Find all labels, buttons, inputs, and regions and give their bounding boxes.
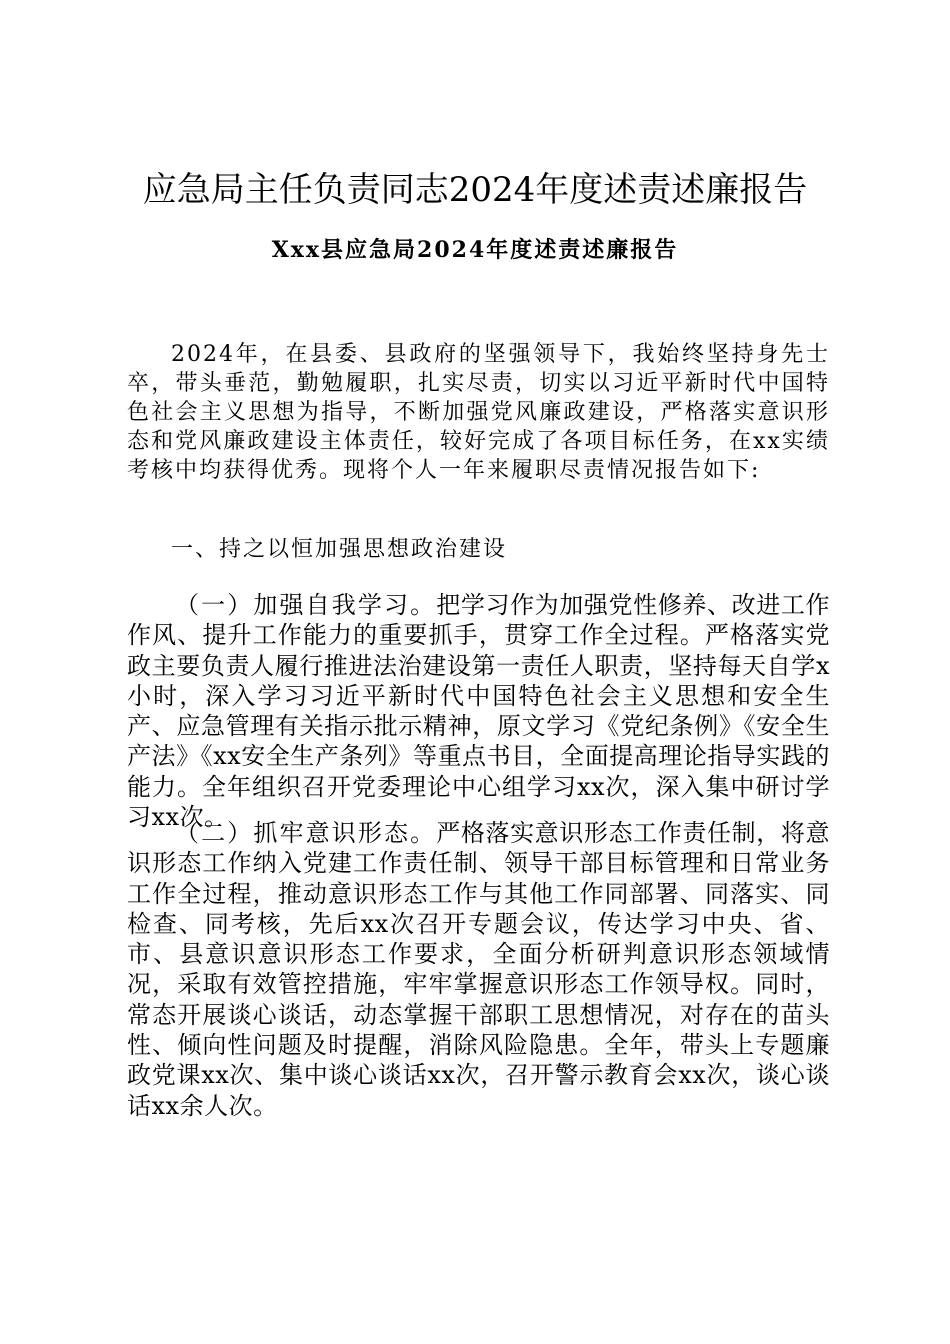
intro-paragraph: 2024年，在县委、县政府的坚强领导下，我始终坚持身先士卒，带头垂范，勤勉履职，扎实尽责，切实以习近平新时代中国特色社会主义思想为指导，不断加强党风廉政建设，严格落实意识形态和党风廉政建设主体责任，较好完成了各项目标任务，在xx实绩考核中均获得优秀。现将个人一年来履职尽责情况报告如下: [127,342,830,483]
section-one-heading: 一、持之以恒加强思想政治建设 [171,537,508,562]
item-one-paragraph [127,590,830,832]
item-one-lead: （一）加强自我学习。 [175,591,437,619]
item-two-lead: （二）抓牢意识形态。 [175,819,437,847]
item-one-body: 把学习作为加强党性修养、改进工作作风、提升工作能力的重要抓手，贯穿工作全过程。严格落实党政主要负责人履行推进法治建设第一责任人职责，坚持每天自学x小时，深入学习习近平新时代中国特色社会主义思想和安全生产、应急管理有关指示批示精神，原文学习《党纪条例》《安全生产法》《xx安全生产条列》等重点书目，全面提高理论指导实践的能力。全年组织召开党委理论中心组学习xx次，深入集中研讨学习xx次。 [127,591,831,832]
document-title: 应急局主任负责同志2024年度述责述廉报告 [142,170,808,210]
document-subtitle: Xxx县应急局2024年度述责述廉报告 [271,237,679,263]
item-two-paragraph [127,818,830,1121]
item-two-body: 严格落实意识形态工作责任制，将意识形态工作纳入党建工作责任制、领导干部目标管理和日常业务工作全过程，推动意识形态工作与其他工作同部署、同落实、同检查、同考核，先后xx次召开专题会议，传达学习中央、省、市、县意识意识形态工作要求，全面分析研判意识形态领域情况，采取有效管控措施，牢牢掌握意识形态工作领导权。同时，常态开展谈心谈话，动态掌握干部职工思想情况，对存在的苗头性、倾向性问题及时提醒，消除风险隐患。全年，带头上专题廉政党课xx次、集中谈心谈话xx次，召开警示教育会xx次，谈心谈话xx余人次。 [127,819,831,1120]
